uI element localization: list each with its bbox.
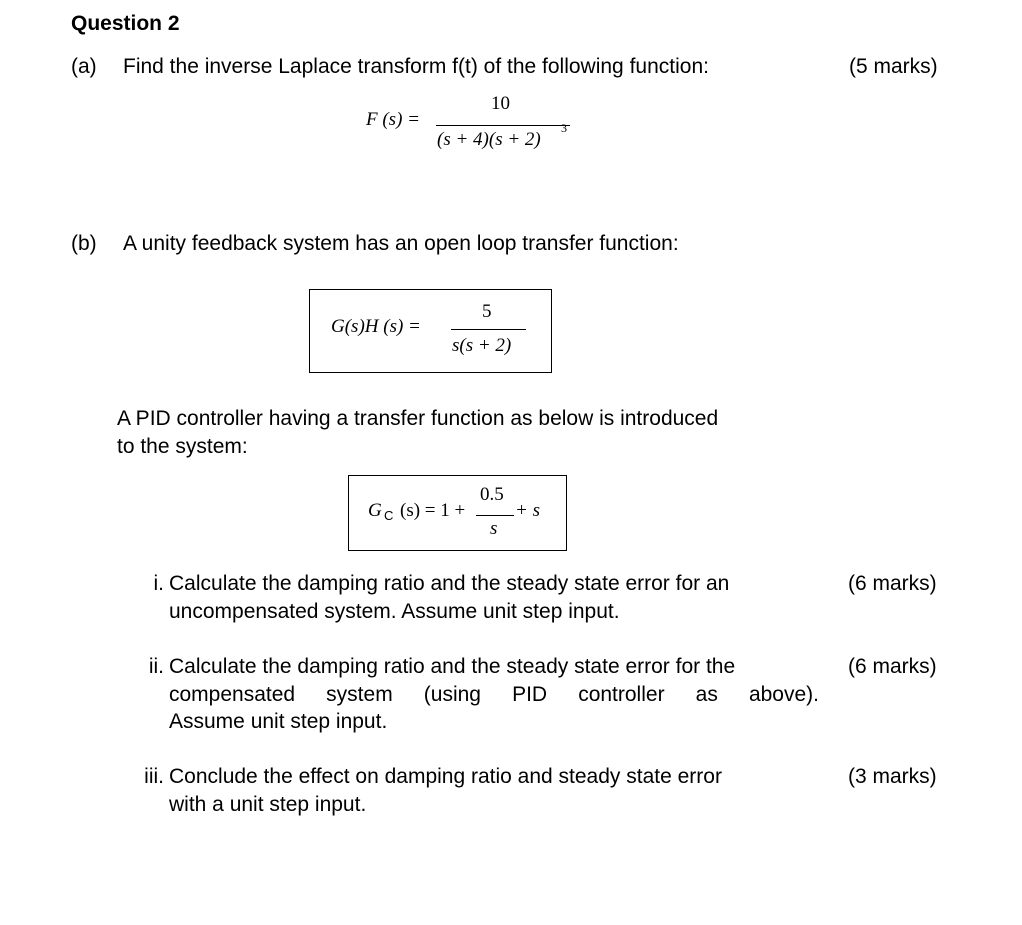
eq-b2-denominator: s	[490, 518, 498, 539]
eq-b2-fraction-bar	[476, 515, 514, 516]
part-b-text: A unity feedback system has an open loop transfer function:	[123, 232, 679, 255]
item-text-line: with a unit step input.	[169, 793, 367, 816]
part-a-marks: (5 marks)	[849, 55, 938, 78]
eq-b1-denominator: s(s + 2)	[452, 335, 512, 356]
question-title: Question 2	[71, 12, 180, 35]
eq-b1-lhs: G(s)H (s) =	[331, 316, 421, 337]
eq-b2-args: (s) = 1 +	[400, 500, 466, 521]
item-number: ii.	[148, 655, 164, 678]
part-b-label: (b)	[71, 232, 97, 255]
eq-b2-subscript: C	[384, 508, 394, 523]
eq-b1-numerator: 5	[482, 301, 492, 322]
pid-transfer-function-box	[348, 475, 567, 551]
item-marks: (6 marks)	[848, 572, 937, 595]
eq-b2-tail: + s	[515, 500, 540, 521]
open-loop-transfer-function-box	[309, 289, 552, 373]
item-text-line: uncompensated system. Assume unit step input.	[169, 600, 620, 623]
eq-b1-fraction-bar	[451, 329, 526, 330]
item-text-line: compensated system (using PID controller as above).	[169, 683, 819, 706]
item-number: iii.	[144, 765, 164, 788]
eq-a-lhs: F (s) =	[366, 109, 420, 130]
pid-intro-line-2: to the system:	[117, 435, 248, 458]
item-number: i.	[153, 572, 164, 595]
eq-b2-g: G	[368, 500, 382, 521]
eq-a-fraction-bar	[436, 125, 570, 126]
item-text-line: Assume unit step input.	[169, 710, 388, 733]
eq-b2-numerator: 0.5	[480, 484, 504, 505]
pid-intro-line-1: A PID controller having a transfer function as below is introduced	[117, 407, 719, 430]
item-text-line: Calculate the damping ratio and the steady state error for an	[169, 572, 730, 595]
item-marks: (6 marks)	[848, 655, 937, 678]
item-text-line: Conclude the effect on damping ratio and steady state error	[169, 765, 722, 788]
item-marks: (3 marks)	[848, 765, 937, 788]
part-a-text: Find the inverse Laplace transform f(t) of the following function:	[123, 55, 709, 78]
part-a-label: (a)	[71, 55, 97, 78]
eq-a-exponent: 3	[561, 121, 567, 135]
eq-a-denominator: (s + 4)(s + 2)	[437, 129, 541, 150]
item-text-line: Calculate the damping ratio and the steady state error for the	[169, 655, 736, 678]
eq-a-numerator: 10	[491, 93, 510, 114]
